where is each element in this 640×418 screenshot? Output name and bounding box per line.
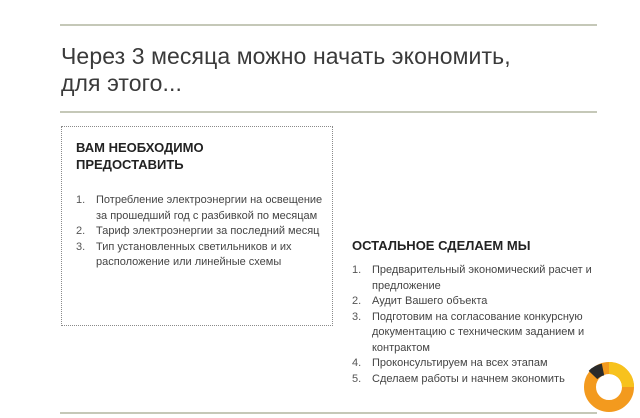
client-requirements-panel: [61, 126, 333, 326]
list-item-text: Подготовим на согласование конкурсную документацию с техническим заданием и контрактом: [372, 310, 585, 354]
list-item-number: 3.: [76, 240, 86, 253]
list-item-number: 5.: [352, 372, 362, 385]
list-item: [76, 240, 324, 271]
list-item-text: Тариф электроэнергии за последний месяц: [96, 225, 320, 237]
list-item: [352, 372, 602, 388]
list-item-text: Проконсультируем на всех этапам: [372, 357, 548, 369]
brand-logo-icon: [583, 361, 635, 413]
headline-divider: [60, 111, 597, 113]
headline-line-1: Через 3 месяца можно начать экономить,: [61, 43, 511, 69]
headline-line-2: для этого...: [61, 70, 183, 96]
page-headline: [61, 43, 561, 97]
client-requirements-title-line-1: ВАМ НЕОБХОДИМО: [76, 140, 204, 155]
client-requirements-title-line-2: ПРЕДОСТАВИТЬ: [76, 157, 184, 172]
list-item: [76, 193, 324, 224]
our-services-list: [352, 263, 602, 387]
list-item: [76, 224, 324, 240]
list-item-text: Тип установленных светильников и их расположение или линейные схемы: [96, 240, 292, 268]
list-item-number: 3.: [352, 310, 362, 323]
list-item-number: 2.: [76, 225, 86, 237]
client-requirements-list: [76, 193, 324, 271]
list-item-number: 2.: [352, 295, 362, 307]
list-item: [352, 310, 602, 357]
list-item-text: Аудит Вашего объекта: [372, 295, 488, 307]
list-item-text: Потребление электроэнергии на освещение за прошедший год с разбивкой по месяцам: [96, 194, 323, 222]
top-divider: [60, 24, 597, 26]
list-item: [352, 356, 602, 372]
list-item-text: Сделаем работы и начнем экономить: [372, 372, 565, 385]
logo-arc-dark: [593, 370, 603, 376]
list-item: [352, 294, 602, 310]
list-item-number: 1.: [76, 194, 86, 206]
our-services-title: ОСТАЛЬНОЕ СДЕЛАЕМ МЫ: [352, 238, 531, 253]
list-item-number: 4.: [352, 357, 362, 369]
list-item: [352, 263, 602, 294]
logo-arc-accent: [609, 368, 628, 387]
list-item-number: 1.: [352, 264, 362, 276]
bottom-divider: [60, 412, 597, 414]
list-item-text: Предварительный экономический расчет и предложение: [372, 264, 592, 292]
client-requirements-title: [76, 139, 276, 173]
